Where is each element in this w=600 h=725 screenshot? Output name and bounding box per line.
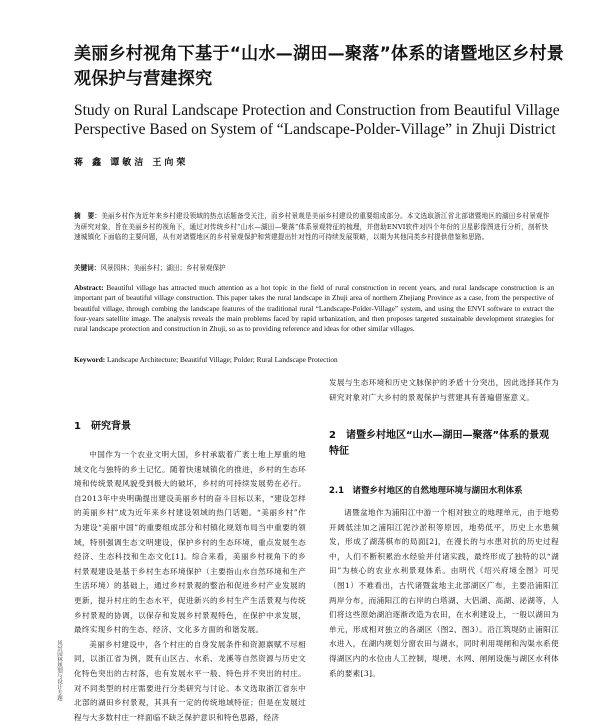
keywords-english-label: Keyword: (74, 355, 106, 364)
section-1-paragraph-1: 中国作为一个农业文明大国，乡村承载着广袤土地上厚重的地域文化与独特的乡土记忆。随着快速城镇化的推进，乡村的生态环境和传统景观风貌受到极大的破坏，乡村的可持续发展势在必行。自2013年中央明确提出建设美丽乡村的奋斗目标以来，“建设怎样的美丽乡村”成为近年来乡村建设领域的热门话题。“美丽乡村”作为建设“美丽中国”的重要组成部分和村镇化规划布局当中重要的领域，特别强调生态文明建设，保护乡村的生态环境，重点发展生态经济、生态科技和生态文化[1]。综合来看，美丽乡村视角下的乡村景观建设是基于乡村生态环境保护（主要指山水自然环境和生产生活环境）的基础上，通过乡村景观的整治和促进乡村产业发展的更新，提升村庄的生态水平，促进新兴的乡村生产生活景观与传统乡村景观的协调，以保存和发展乡村景观特色，在保护中求发展，最终实现乡村的生态、经济、文化多方面的和谐发展。 (74, 450, 306, 635)
section-2-1-paragraph-1: 诸暨盆地作为浦阳江中游一个相对独立的地理单元，由于地势开阔低洼加之浦阳江泥沙淤积等原因，地势低平，历史上水患频发，形成了湖荡棋布的局面[2]，在漫长的与水患对抗的历史过程中，人们不断积累治水经验并付诸实践，最终形成了独特的以“湖田”为核心的农业水利景观体系。由明代《绍兴府境全图》可见（图1）不难看出，古代诸暨盆地主北部湖区广布，主要沿浦阳江两岸分布，而浦阳江的右岸的白塔湖、大侣湖、高湖、泌湖等，人们将这些原始湖泊逐渐改造为农田，在水利建设上，一般以湖田为单元，形成相对独立的各湖区（图2、图3）。沿江筑堤防止浦阳江水进入，在湖内规划分窗农田与湖水，同时利用堤闸和沟渠水系使得湖区内的水位由人工控制，堤埂、水网、闸闸设施与湖区水利体系的要素[3]。 (329, 508, 559, 678)
abstract-chinese (74, 211, 554, 243)
keywords-chinese-text: 风景园林；美丽乡村；湖田；乡村景观保护 (100, 264, 226, 272)
section-2-heading: 2 诸暨乡村地区“山水—湖田—聚落”体系的景观特征 (329, 430, 550, 457)
paper-title-chinese: 美丽乡村视角下基于“山水—湖田—聚落”体系的诸暨地区乡村景观保护与营建探究 (74, 44, 565, 89)
keywords-english-text: Landscape Architecture; Beautiful Village; Polder; Rural Landscape Protection (107, 355, 338, 364)
abstract-english-label: Abstract: (74, 283, 104, 292)
section-1-heading: 1 研究背景 (74, 421, 131, 432)
section-2-1-body (329, 506, 559, 706)
abstract-chinese-text: 美丽乡村作为近年来乡村建设领域的热点话题备受关注，而乡村景观是美丽乡村建设的重要组成部分。本文选取浙江省北部诸暨地区的湖田乡村景观作为研究对象，旨在美丽乡村的视角下，通过对传统乡村“山水—湖田—聚落”体系景观特征的梳理，并借助ENVI软件对四个年份的卫星影像图进行分析，剖析快速城镇化下面临的主要问题，从有对诸暨地区的乡村景观保护和营建提出针对性的可持续发展策略，以期为其他同类乡村提供借鉴和思路。 (74, 212, 550, 241)
abstract-english-text: Beautiful village has attracted much attention as a hot topic in the field of rural construction in recent years, and rural landscape construction is an important part of beautiful village construction. This paper takes the rural landscape in Zhuji area of northern Zhejiang Province as a case, from the perspective of beautiful village, through combing the landscape features of the traditional rural “Landscape-Polder-Village” system, and using the ENVI software to extract the four-years satellite image. The analysis reveals the main problems faced by rapid urbanization, and then proposes targeted sustainable development strategies for rural landscape protection and construction in Zhuji, so as to providing reference and ideas for other similar villages. (74, 283, 554, 334)
abstract-english (74, 283, 554, 334)
right-column-continuation-paragraph: 发展与生态环境和历史文脉保护的矛盾十分突出，因此选择其作为研究对象对广大乡村的景观保护与营建具有普遍借鉴意义。 (329, 378, 559, 402)
section-2-1-heading: 2.1 诸暨乡村地区的自然地理环境与湖田水利体系 (329, 486, 523, 496)
keywords-english (74, 355, 554, 365)
right-column-continuation (329, 376, 559, 405)
keywords-chinese-label: 关键词： (74, 264, 101, 272)
journal-side-note: 风景园林规划与设计专题 (56, 640, 62, 701)
paper-authors: 蒋 鑫 谭敏洁 王向荣 (74, 158, 189, 168)
section-1-body (74, 448, 306, 722)
abstract-chinese-label: 摘 要： (74, 212, 102, 220)
paper-title-english: Study on Rural Landscape Protection and Construction from Beautiful Village Perspective Based on System of “Landscape-Polder-Village” in Zhuji District (74, 102, 560, 138)
section-1-paragraph-2: 美丽乡村建设中，各个村庄的自身发展条件和资源禀赋不尽相同，以浙江省为例，既有山区古、水系、龙溪等自然资源与历史文化特色突出的古村落，也有发展水平一般、特色并不突出的村庄。对不同类型的村庄需要进行分类研究与讨论。本文选取浙江省东中北部的湖田乡村景观，其具有一定的传统地域特征；但是在发展过程与大多数村庄一样面临不缺乏保护意识和特色思路，经济 (74, 639, 306, 722)
keywords-chinese (74, 263, 554, 273)
